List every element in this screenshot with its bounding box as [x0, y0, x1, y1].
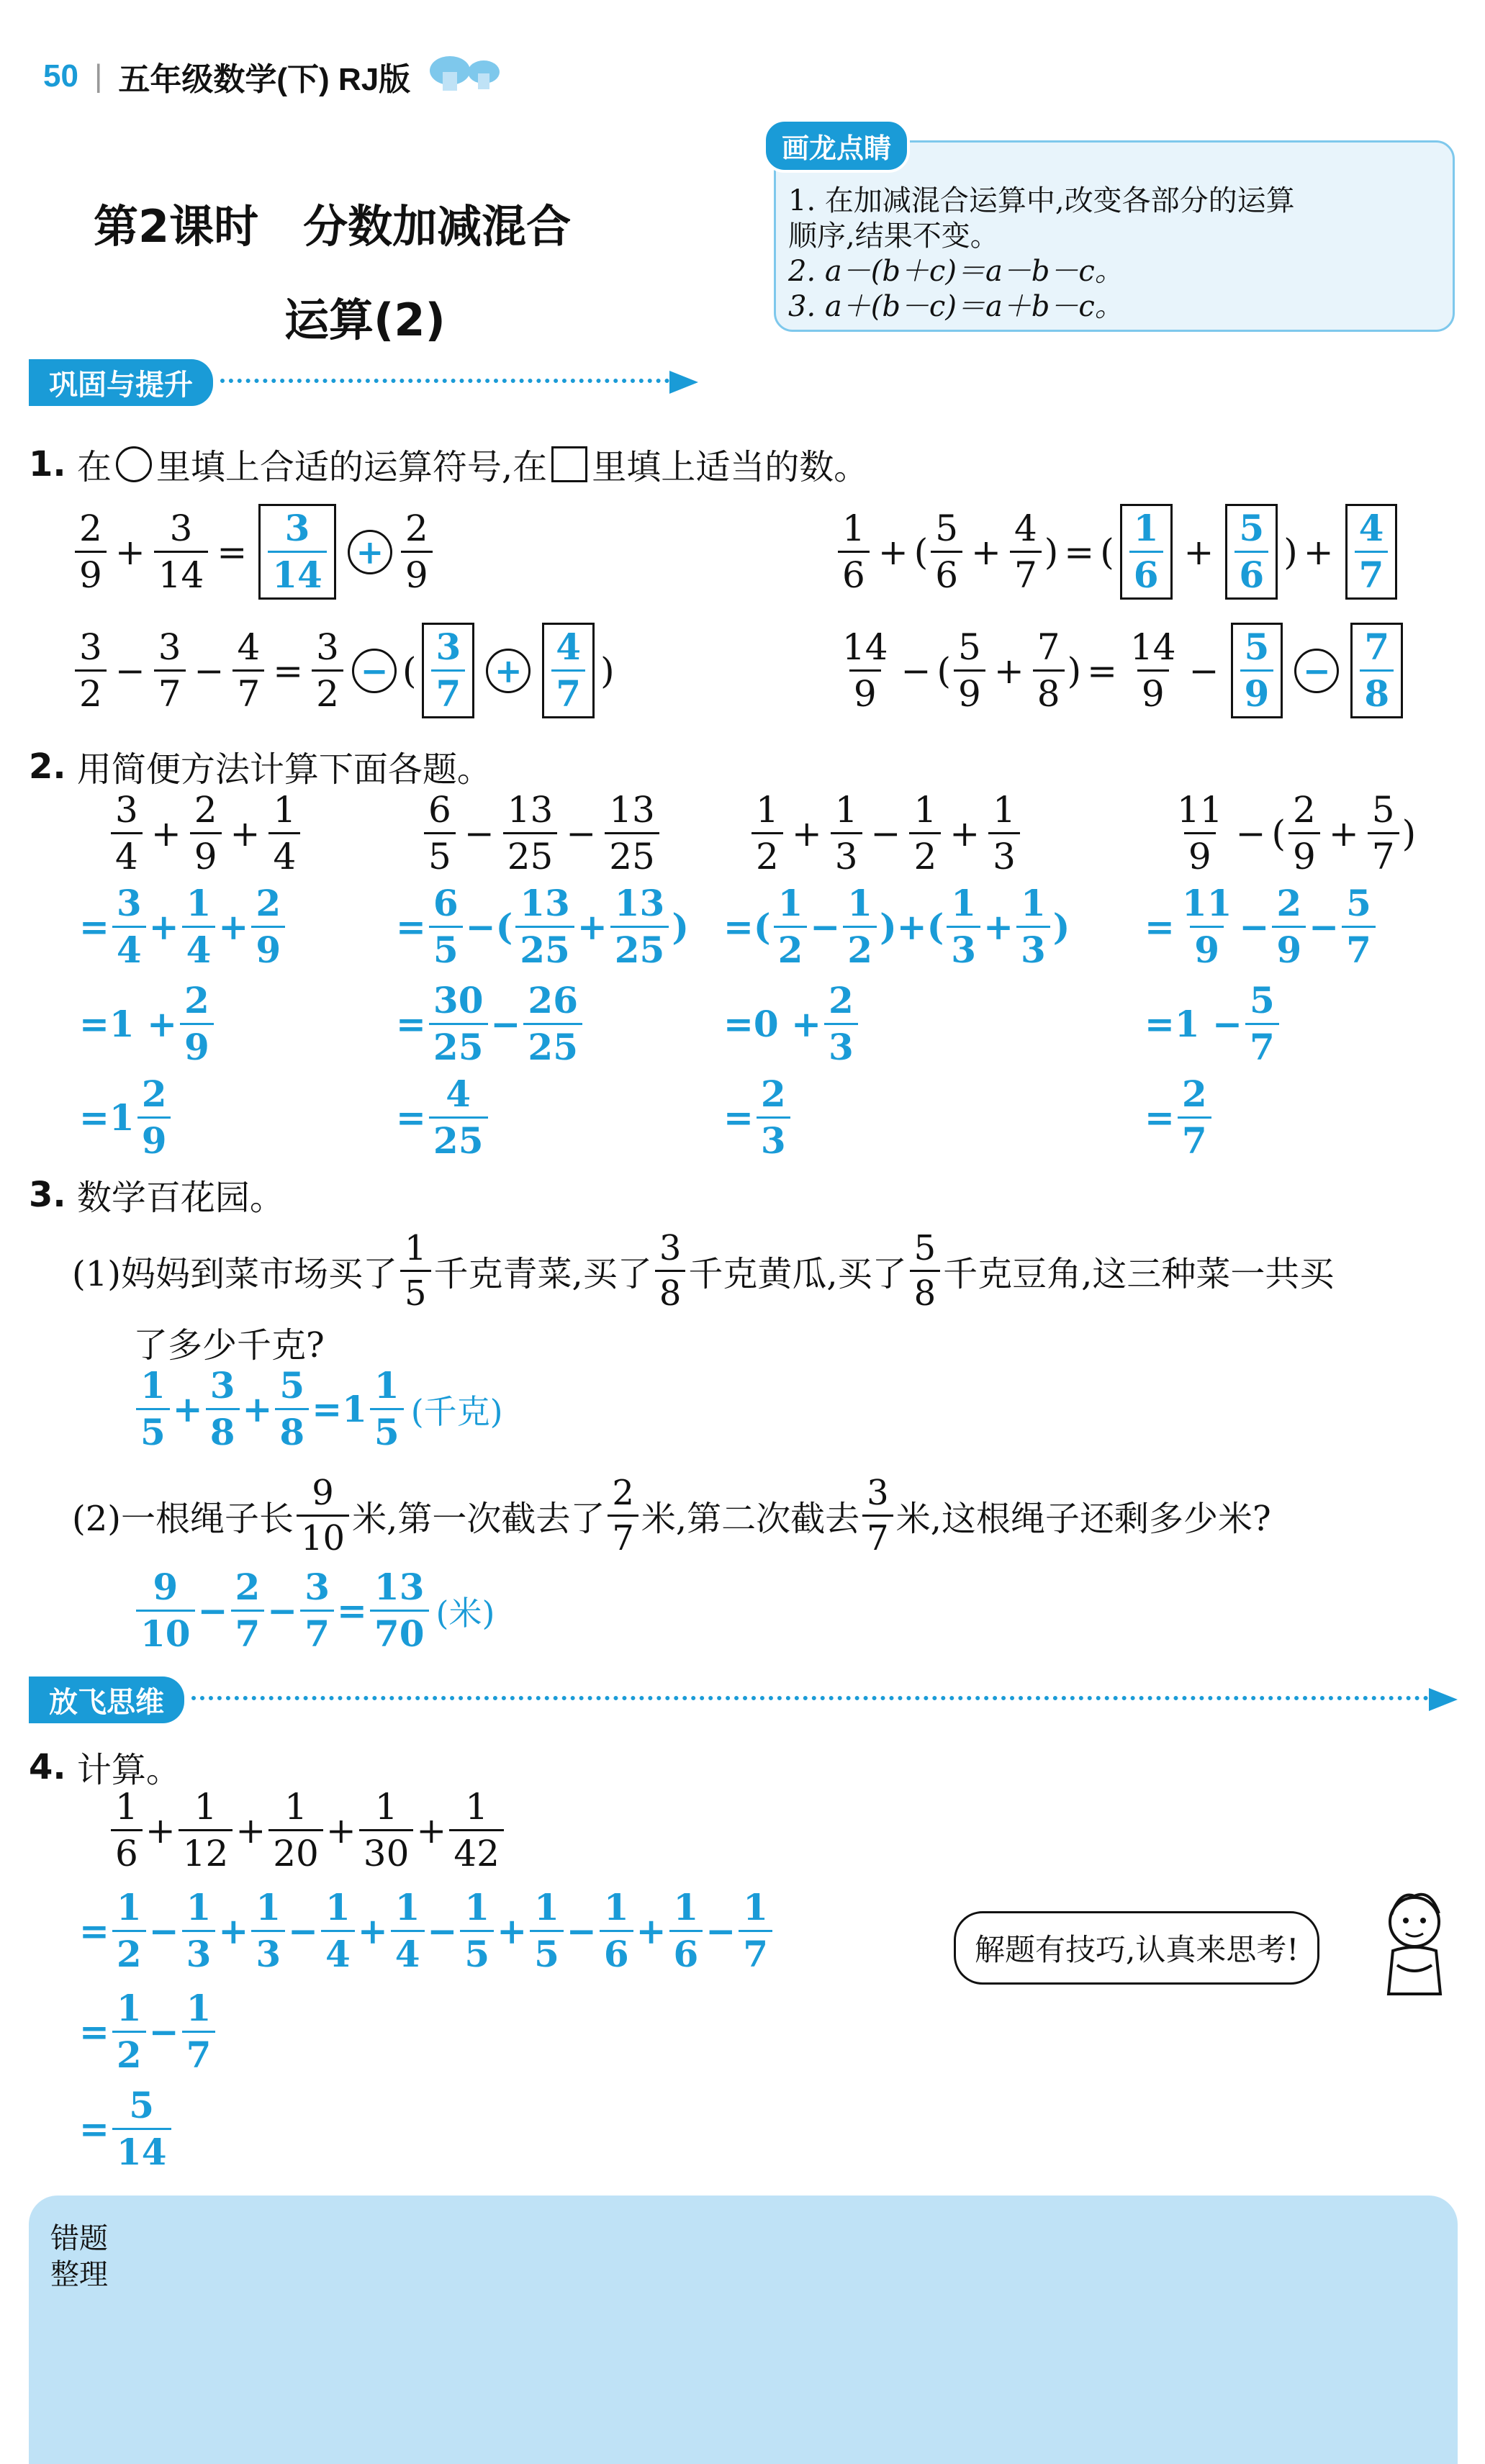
q1-eq-c: $\frac{3}{2}$ − $\frac{3}{7}$ − $\frac{4}{7}$ = $\frac{3}{2}$ − ( $\frac{3}{7}$ + $\frac{4}{7}$ ): [72, 623, 615, 718]
q2c-step1: =( $\frac{1}{2}$ − $\frac{1}{2}$ )+( $\frac{1}{3}$ + $\frac{1}{3}$ ): [723, 882, 1070, 971]
arrow-icon: [1429, 1688, 1458, 1711]
q2c-step2: =0 + $\frac{2}{3}$: [723, 983, 861, 1065]
thinking-boy-icon: [1371, 1886, 1458, 2004]
q4-prompt: 4. 计算。: [29, 1746, 181, 1790]
arrow-icon: [669, 371, 698, 394]
q2d-problem: $\frac{11}{9}$ − ( $\frac{2}{9}$ + $\frac{5}{7}$ ): [1177, 789, 1417, 877]
q3-p1: (1)妈妈到菜市场买了 $\frac{1}{5}$ 千克青菜,买了 $\frac{3}{8}$ 千克黄瓜,买了 $\frac{5}{8}$ 千克豆角,这三种菜一共买: [72, 1228, 1335, 1314]
q2d-step3: = $\frac{2}{7}$: [1145, 1076, 1214, 1159]
speech-bubble: 解题有技巧,认真来思考!: [954, 1911, 1319, 1985]
q4-step2: = $\frac{1}{2}$ − $\frac{1}{7}$: [79, 1990, 218, 2073]
q3-p2-answer: $\frac{9}{10}$ − $\frac{2}{7}$ − $\frac{3}{7}$ = $\frac{13}{70}$ (米): [133, 1569, 495, 1652]
section-band-thinking: 放飞思维: [29, 1677, 1458, 1722]
q2c-step3: = $\frac{2}{3}$: [723, 1076, 793, 1159]
q3-prompt: 3. 数学百花园。: [29, 1174, 284, 1218]
q2b-problem: $\frac{6}{5}$ − $\frac{13}{25}$ − $\frac{13}{25}$: [421, 792, 662, 875]
q2-prompt: 2. 用简便方法计算下面各题。: [29, 746, 492, 790]
tip-text: 1. 在加减混合运算中,改变各部分的运算 顺序,结果不变。 2. a－(b＋c)＝a－b－c。 3. a＋(b－c)＝a＋b－c。: [788, 184, 1295, 323]
q4-problem: $\frac{1}{6}$ + $\frac{1}{12}$ + $\frac{1}{20}$ + $\frac{1}{30}$ + $\frac{1}{42}$: [108, 1789, 507, 1872]
q4-step1: = $\frac{1}{2}$ − $\frac{1}{3}$ + $\frac{1}{3}$ − $\frac{1}{4}$ + $\frac{1}{4}$ − $\frac{1}{5}$ + $\frac{1}{5}$ − $\frac{1}{6}$ + $\frac{1}{6}$ − $\frac{1}{7}$: [79, 1890, 775, 1972]
mushroom-icon: [425, 50, 504, 101]
mistake-box-label: 错题 整理: [50, 2222, 108, 2291]
q3-p1-cont: 了多少千克?: [133, 1325, 325, 1366]
q2a-step2: =1 + $\frac{2}{9}$: [79, 983, 217, 1065]
lesson-subtitle: 运算(2): [284, 294, 446, 346]
section-band-consolidate: 巩固与提升: [29, 360, 698, 405]
tip-label: 画龙点睛: [763, 119, 910, 173]
q4-step3: = $\frac{5}{14}$: [79, 2088, 174, 2170]
q2a-step3: =1 $\frac{2}{9}$: [79, 1076, 173, 1159]
q3-p1-answer: $\frac{1}{5}$ + $\frac{3}{8}$ + $\frac{5}{8}$ =1 $\frac{1}{5}$ (千克): [133, 1368, 503, 1450]
q1-eq-a: $\frac{2}{9}$ + $\frac{3}{14}$ = $\frac{3}{14}$ + $\frac{2}{9}$: [72, 504, 435, 600]
page-header: 50 | 五年级数学(下) RJ版: [43, 50, 504, 101]
q2a-problem: $\frac{3}{4}$ + $\frac{2}{9}$ + $\frac{1}{4}$: [108, 792, 303, 875]
q2a-step1: = $\frac{3}{4}$ + $\frac{1}{4}$ + $\frac{2}{9}$: [79, 885, 288, 968]
q2b-step2: = $\frac{30}{25}$ − $\frac{26}{25}$: [396, 983, 585, 1065]
book-title: 五年级数学(下) RJ版: [118, 61, 411, 97]
q2d-step1: = $\frac{11}{9}$ − $\frac{2}{9}$ − $\frac{5}{7}$: [1145, 885, 1378, 968]
page-number: 50: [43, 58, 78, 94]
lesson-title: 第2课时 分数加减混合: [94, 200, 572, 253]
q2b-step3: = $\frac{4}{25}$: [396, 1076, 491, 1159]
q2c-problem: $\frac{1}{2}$ + $\frac{1}{3}$ − $\frac{1}{2}$ + $\frac{1}{3}$: [749, 792, 1023, 875]
q1-prompt: 1. 在 里填上合适的运算符号,在 里填上适当的数。: [29, 443, 869, 487]
q2d-step2: =1 − $\frac{5}{7}$: [1145, 983, 1282, 1065]
q2b-step1: = $\frac{6}{5}$ −( $\frac{13}{25}$ + $\frac{13}{25}$ ): [396, 882, 690, 971]
q1-eq-d: $\frac{14}{9}$ − ( $\frac{5}{9}$ + $\frac{7}{8}$ ) = $\frac{14}{9}$ − $\frac{5}{9}$ − $\frac{7}{8}$: [835, 623, 1409, 718]
mistake-box: [29, 2196, 1458, 2464]
q3-p2: (2)一根绳子长 $\frac{9}{10}$ 米,第一次截去了 $\frac{2}{7}$ 米,第二次截去 $\frac{3}{7}$ 米,这根绳子还剩多少米?: [72, 1473, 1271, 1558]
circle-icon: [116, 446, 152, 482]
q1-eq-b: $\frac{1}{6}$ + ( $\frac{5}{6}$ + $\frac{4}{7}$ ) = ( $\frac{1}{6}$ + $\frac{5}{6}$ ) + $\frac{4}{7}$: [835, 504, 1403, 600]
square-icon: [551, 446, 587, 482]
